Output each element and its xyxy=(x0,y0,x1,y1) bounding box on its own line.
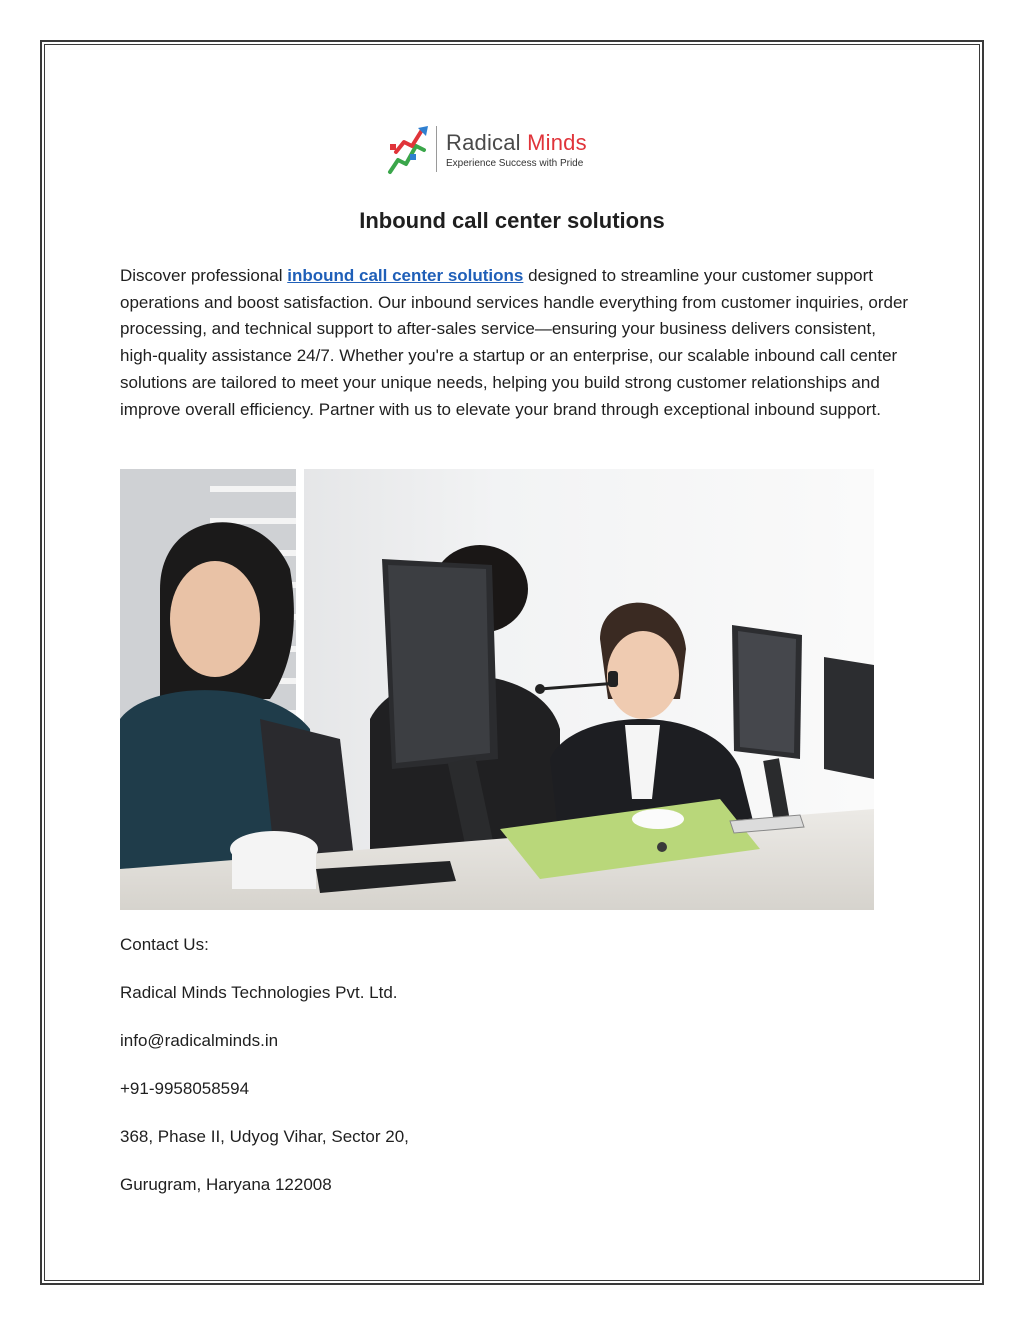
logo-divider xyxy=(436,126,437,172)
intro-paragraph xyxy=(120,263,910,423)
logo-word-radical: Radical xyxy=(446,130,521,155)
contact-phone: +91-9958058594 xyxy=(120,1079,250,1098)
contact-address-line2: Gurugram, Haryana 122008 xyxy=(120,1175,332,1194)
call-center-photo xyxy=(120,469,874,910)
contact-email: info@radicalminds.in xyxy=(120,1031,279,1050)
page-title: Inbound call center solutions xyxy=(359,208,665,233)
contact-address-line1: 368, Phase II, Udyog Vihar, Sector 20, xyxy=(120,1127,409,1146)
logo-word-minds: Minds xyxy=(527,130,587,155)
logo-wordmark xyxy=(446,130,587,156)
intro-text-after: designed to streamline your customer support operations and boost satisfaction. Our inbound services handle everything from customer inquiries, order processing, and technical support to after-sales service—ensuring your business delivers consistent, high-quality assistance 24/7. Whether you're a startup or an enterprise, our scalable inbound call center solutions are tailored to meet your unique needs, helping you build strong customer relationships and improve overall efficiency. Partner with us to elevate your brand through exceptional inbound support. xyxy=(120,266,909,419)
contact-company: Radical Minds Technologies Pvt. Ltd. xyxy=(120,983,398,1002)
intro-text-before: Discover professional xyxy=(120,266,288,285)
logo-tagline: Experience Success with Pride xyxy=(446,158,584,169)
company-logo xyxy=(386,124,646,176)
call-center-agents-photo-icon xyxy=(120,469,874,910)
radical-minds-logo-icon xyxy=(386,124,434,176)
inbound-solutions-link[interactable]: inbound call center solutions xyxy=(287,266,524,285)
contact-heading: Contact Us: xyxy=(120,935,209,954)
